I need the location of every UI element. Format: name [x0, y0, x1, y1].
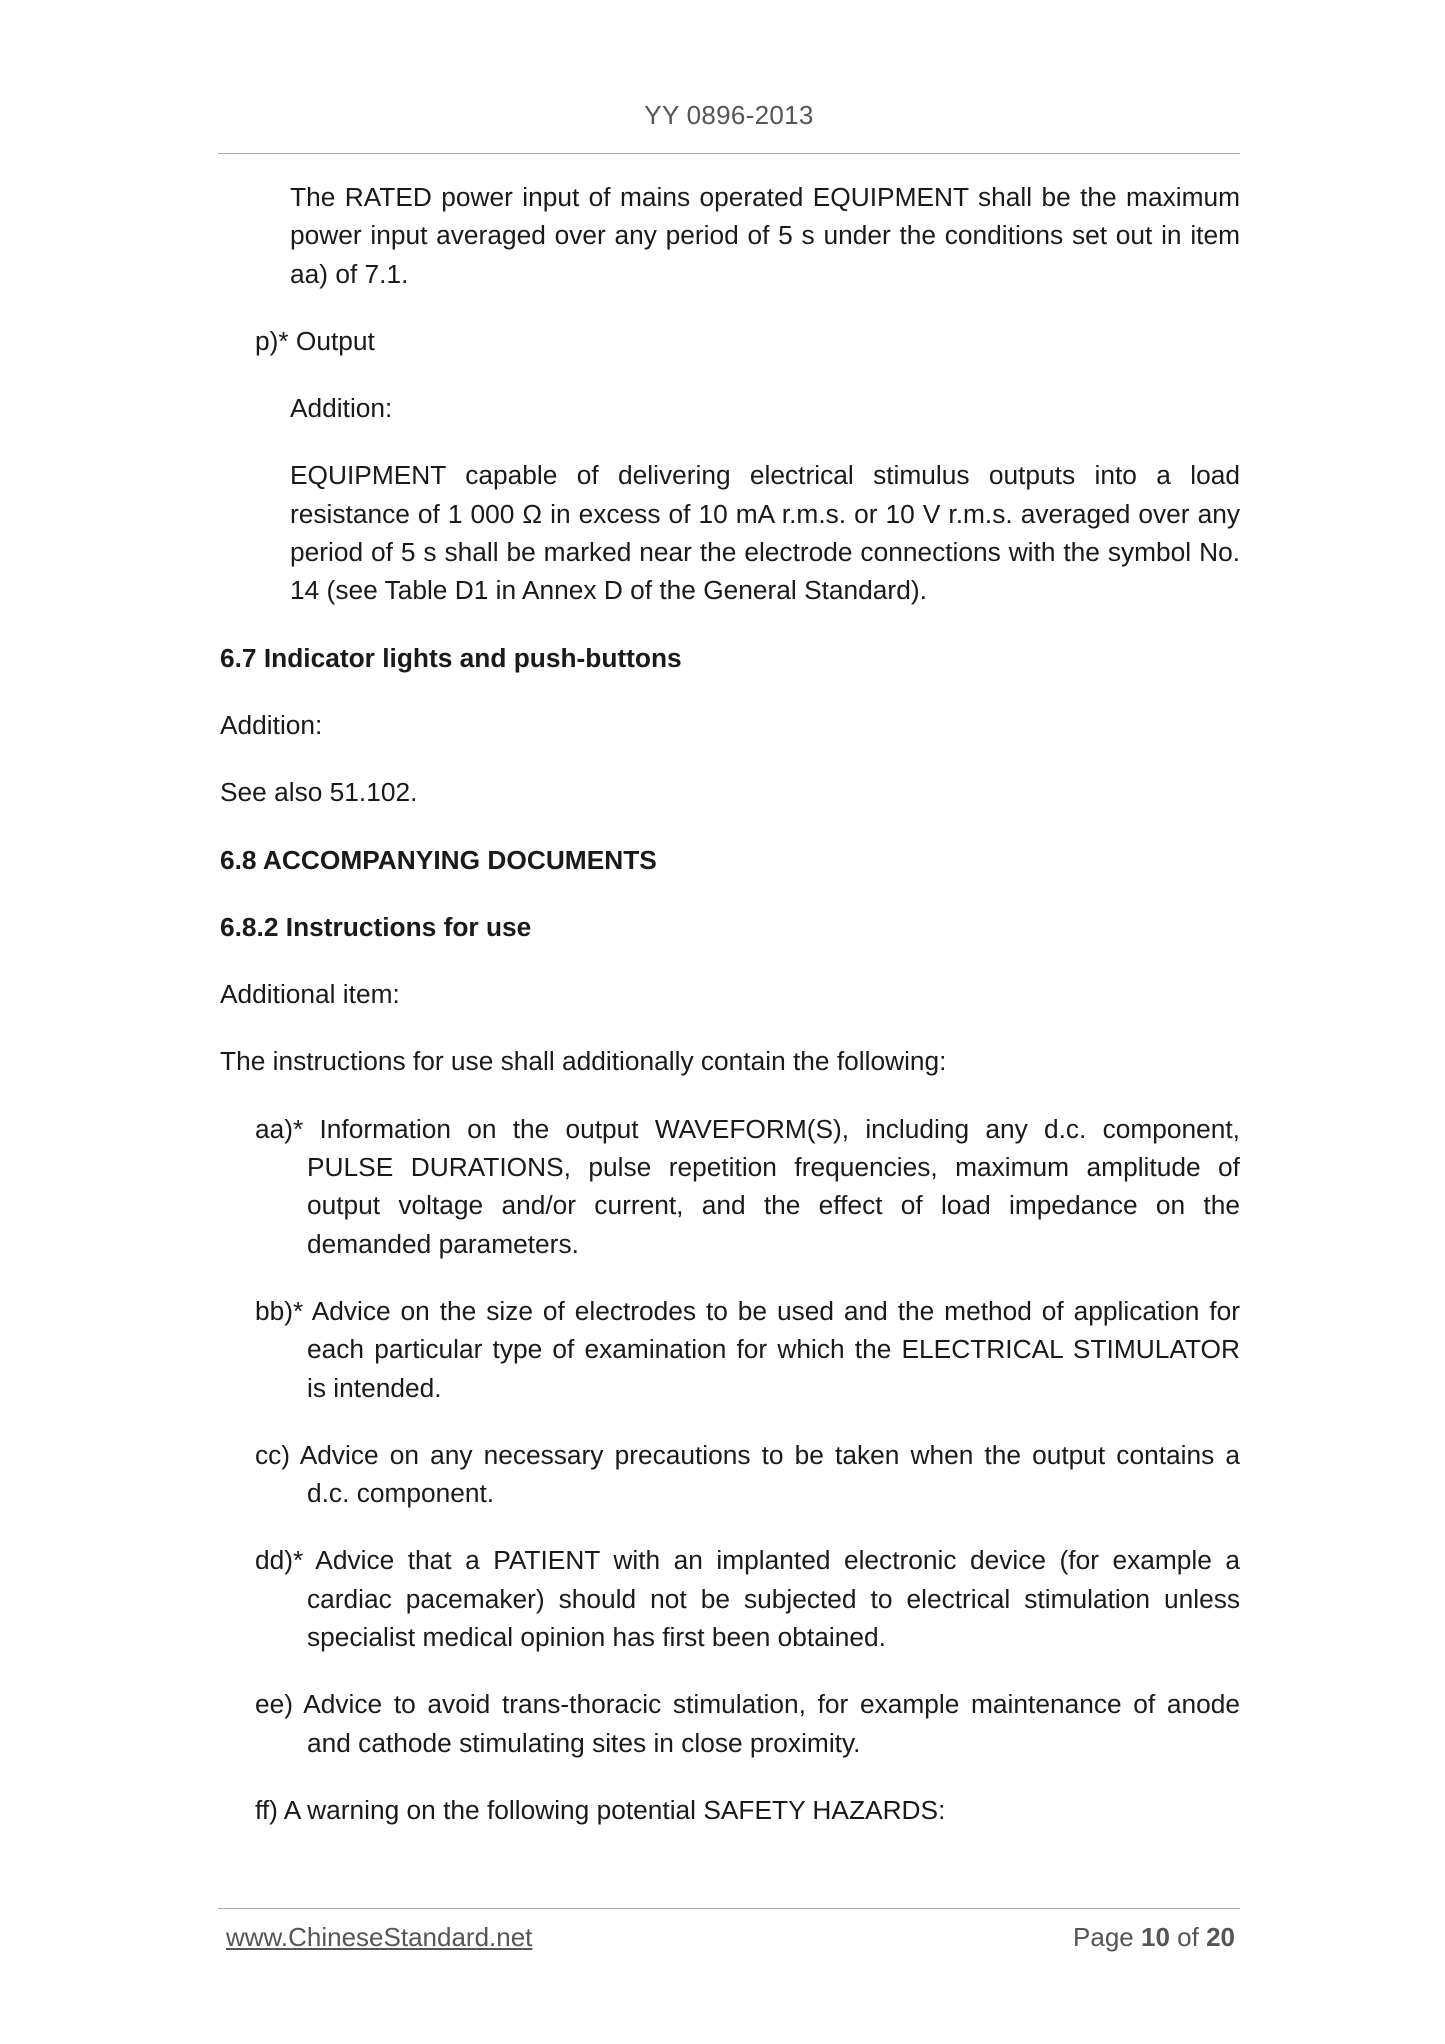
- section-6-8-heading: 6.8 ACCOMPANYING DOCUMENTS: [220, 844, 657, 875]
- see-also-paragraph: See also 51.102.: [220, 777, 418, 808]
- page-indicator: [1073, 1922, 1235, 1953]
- list-item-ff: ff) A warning on the following potential SAFETY HAZARDS:: [255, 1794, 946, 1825]
- equipment-marking-paragraph: EQUIPMENT capable of delivering electrical stimulus outputs into a load resistance of 1 000 Ω in excess of 10 mA r.m.s. or 10 V r.m.s. averaged over any period of 5 s shall be marked near the electrode connections with the symbol No. 14 (see Table D1 in Annex D of the General Standard).: [290, 460, 1240, 606]
- list-item-bb: bb)* Advice on the size of electrodes to be used and the method of application for each particular type of examination for which the ELECTRICAL STIMULATOR is intended.: [255, 1295, 1240, 1403]
- section-6-7-heading: 6.7 Indicator lights and push-buttons: [220, 642, 682, 673]
- document-id-header: YY 0896-2013: [644, 100, 814, 130]
- page-total: 20: [1206, 1922, 1235, 1952]
- additional-item-label: Additional item:: [220, 979, 400, 1010]
- website-link[interactable]: www.ChineseStandard.net: [226, 1922, 533, 1952]
- list-item-aa: aa)* Information on the output WAVEFORM(S), including any d.c. component, PULSE DURATIONS, pulse repetition frequencies, maximum amplitude of output voltage and/or current, and the effect of load impedance on the demanded parameters.: [255, 1113, 1240, 1259]
- addition-label-6-7: Addition:: [220, 709, 323, 740]
- section-6-8-2-heading: 6.8.2 Instructions for use: [220, 911, 532, 942]
- page-current: 10: [1141, 1922, 1170, 1952]
- list-item-cc: cc) Advice on any necessary precautions to be taken when the output contains a d.c. component.: [255, 1439, 1240, 1509]
- addition-label: Addition:: [290, 393, 393, 424]
- list-item-ee: ee) Advice to avoid trans-thoracic stimulation, for example maintenance of anode and cathode stimulating sites in close proximity.: [255, 1689, 1240, 1758]
- page-of-label: of: [1177, 1922, 1199, 1952]
- footer-divider: [218, 1908, 1240, 1909]
- page-label: Page: [1073, 1922, 1134, 1952]
- header-divider: [218, 153, 1240, 154]
- output-item-heading: p)* Output: [255, 325, 375, 356]
- instructions-intro: The instructions for use shall additionally contain the following:: [220, 1046, 947, 1077]
- list-item-dd: dd)* Advice that a PATIENT with an implanted electronic device (for example a cardiac pacemaker) should not be subjected to electrical stimulation unless specialist medical opinion has first been obtained.: [255, 1545, 1240, 1653]
- page-content: [220, 178, 1240, 1858]
- rated-power-paragraph: The RATED power input of mains operated EQUIPMENT shall be the maximum power input averaged over any period of 5 s under the conditions set out in item aa) of 7.1.: [290, 182, 1240, 289]
